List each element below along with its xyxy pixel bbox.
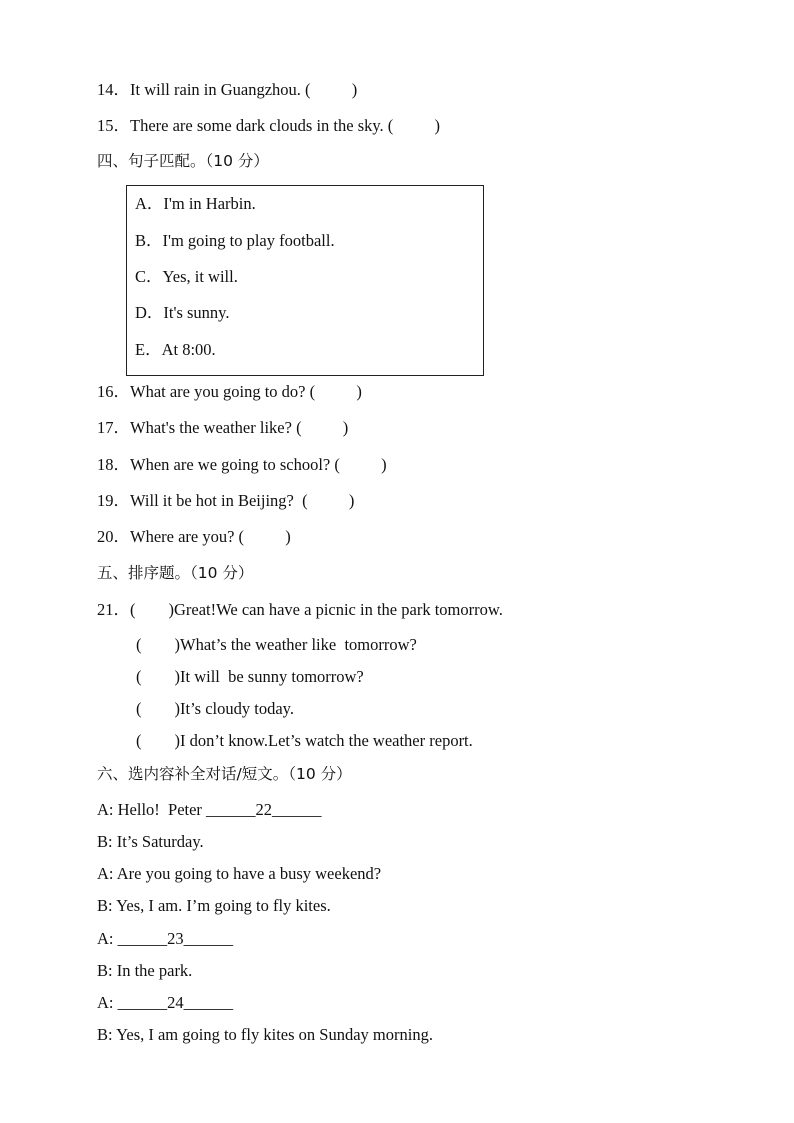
dialogue-line-7: A: ______24______: [97, 993, 234, 1012]
dialogue-line-3: A: Are you going to have a busy weekend?: [97, 864, 382, 883]
section-5-title: 五、排序题。（10 分）: [97, 564, 254, 582]
option-e: E．At 8:00.: [135, 340, 216, 359]
question-16: 16．What are you going to do? ( ): [97, 382, 362, 401]
dialogue-line-5: A: ______23______: [97, 929, 234, 948]
option-a: A．I'm in Harbin.: [135, 194, 256, 213]
section-6-title: 六、选内容补全对话/短文。（10 分）: [97, 765, 352, 783]
dialogue-line-6: B: In the park.: [97, 961, 193, 980]
options-box: [126, 185, 484, 376]
question-19: 19．Will it be hot in Beijing? ( ): [97, 491, 355, 510]
question-20: 20．Where are you? ( ): [97, 527, 291, 546]
question-15: 15．There are some dark clouds in the sky. ( ): [97, 116, 441, 135]
dialogue-line-4: B: Yes, I am. I’m going to fly kites.: [97, 896, 331, 915]
question-17: 17．What's the weather like? ( ): [97, 418, 349, 437]
option-d: D．It's sunny.: [135, 303, 230, 322]
order-line-4: ( )It’s cloudy today.: [136, 699, 294, 718]
dialogue-line-1: A: Hello! Peter ______22______: [97, 800, 322, 819]
section-4-title: 四、句子匹配。（10 分）: [97, 152, 269, 170]
order-line-1: 21．( )Great!We can have a picnic in the park tomorrow.: [97, 600, 503, 619]
order-line-2: ( )What’s the weather like tomorrow?: [136, 635, 417, 654]
question-18: 18．When are we going to school? ( ): [97, 455, 387, 474]
option-c: C．Yes, it will.: [135, 267, 238, 286]
option-b: B．I'm going to play football.: [135, 231, 335, 250]
dialogue-line-8: B: Yes, I am going to fly kites on Sunday morning.: [97, 1025, 433, 1044]
question-14: 14．It will rain in Guangzhou. ( ): [97, 80, 358, 99]
dialogue-line-2: B: It’s Saturday.: [97, 832, 204, 851]
order-line-3: ( )It will be sunny tomorrow?: [136, 667, 364, 686]
order-line-5: ( )I don’t know.Let’s watch the weather report.: [136, 731, 473, 750]
